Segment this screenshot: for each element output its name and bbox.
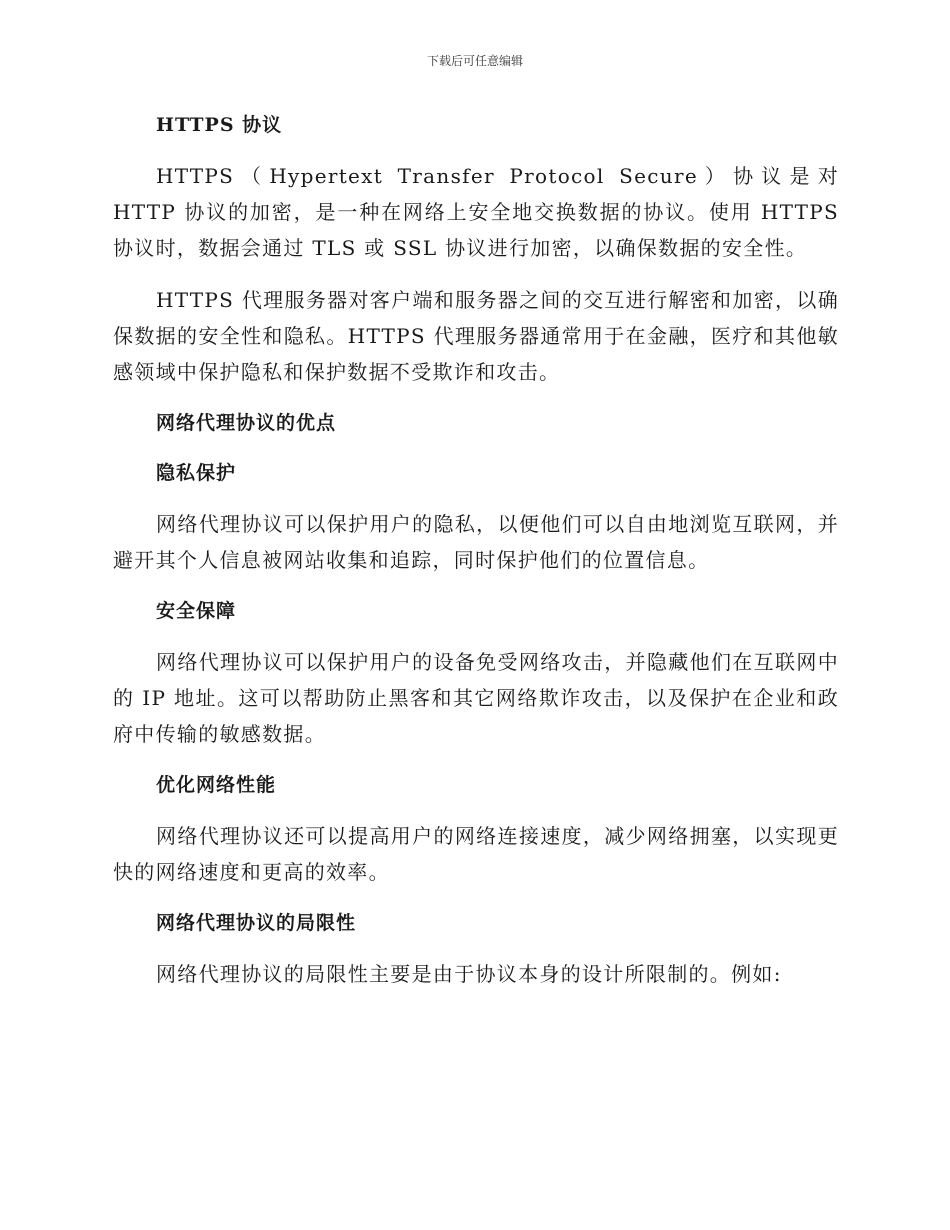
paragraph-privacy: 网络代理协议可以保护用户的隐私，以便他们可以自由地浏览互联网，并避开其个人信息被网站收集和追踪，同时保护他们的位置信息。 [113,512,839,572]
section-heading-limitations: 网络代理协议的局限性 [156,912,357,934]
section-heading-advantages: 网络代理协议的优点 [156,412,337,434]
subheading-privacy: 隐私保护 [156,462,237,484]
subheading-security: 安全保障 [156,600,237,622]
section-heading-https: HTTPS 协议 [156,114,283,136]
paragraph-security: 网络代理协议可以保护用户的设备免受网络攻击，并隐藏他们在互联网中的 IP 地址。这可以帮助防止黑客和其它网络欺诈攻击，以及保护在企业和政府中传输的敏感数据。 [113,650,839,746]
running-header: 下载后可任意编辑 [426,54,523,68]
paragraph-limitations: 网络代理协议的局限性主要是由于协议本身的设计所限制的。例如: [156,962,782,986]
document-body [113,108,839,1008]
paragraph-https-definition: HTTPS（Hypertext Transfer Protocol Secure）协议是对 HTTP 协议的加密，是一种在网络上安全地交换数据的协议。使用 HTTPS 协议时，数据会通过 TLS 或 SSL 协议进行加密，以确保数据的安全性。 [113,164,839,260]
paragraph-https-proxy: HTTPS 代理服务器对客户端和服务器之间的交互进行解密和加密，以确保数据的安全性和隐私。HTTPS 代理服务器通常用于在金融，医疗和其他敏感领域中保护隐私和保护数据不受欺诈和攻击。 [113,288,839,384]
paragraph-performance: 网络代理协议还可以提高用户的网络连接速度，减少网络拥塞，以实现更快的网络速度和更高的效率。 [113,824,839,884]
subheading-performance: 优化网络性能 [156,774,277,796]
